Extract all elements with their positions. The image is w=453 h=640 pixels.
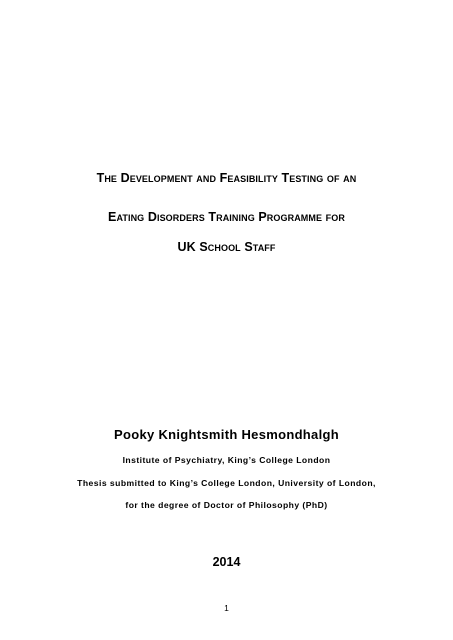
thesis-title-line-3: UK School Staff [177, 240, 276, 254]
thesis-title-line-1: The Development and Feasibility Testing of an [96, 171, 357, 185]
submission-line: Thesis submitted to King’s College London, University of London, [77, 478, 376, 488]
degree-line: for the degree of Doctor of Philosophy (PhD) [125, 500, 328, 510]
institution-line: Institute of Psychiatry, King’s College London [122, 455, 331, 465]
page-number: 1 [224, 603, 229, 613]
author-name: Pooky Knightsmith Hesmondhalgh [114, 427, 339, 442]
year: 2014 [212, 555, 241, 569]
thesis-title-line-2: Eating Disorders Training Programme for [108, 210, 345, 224]
